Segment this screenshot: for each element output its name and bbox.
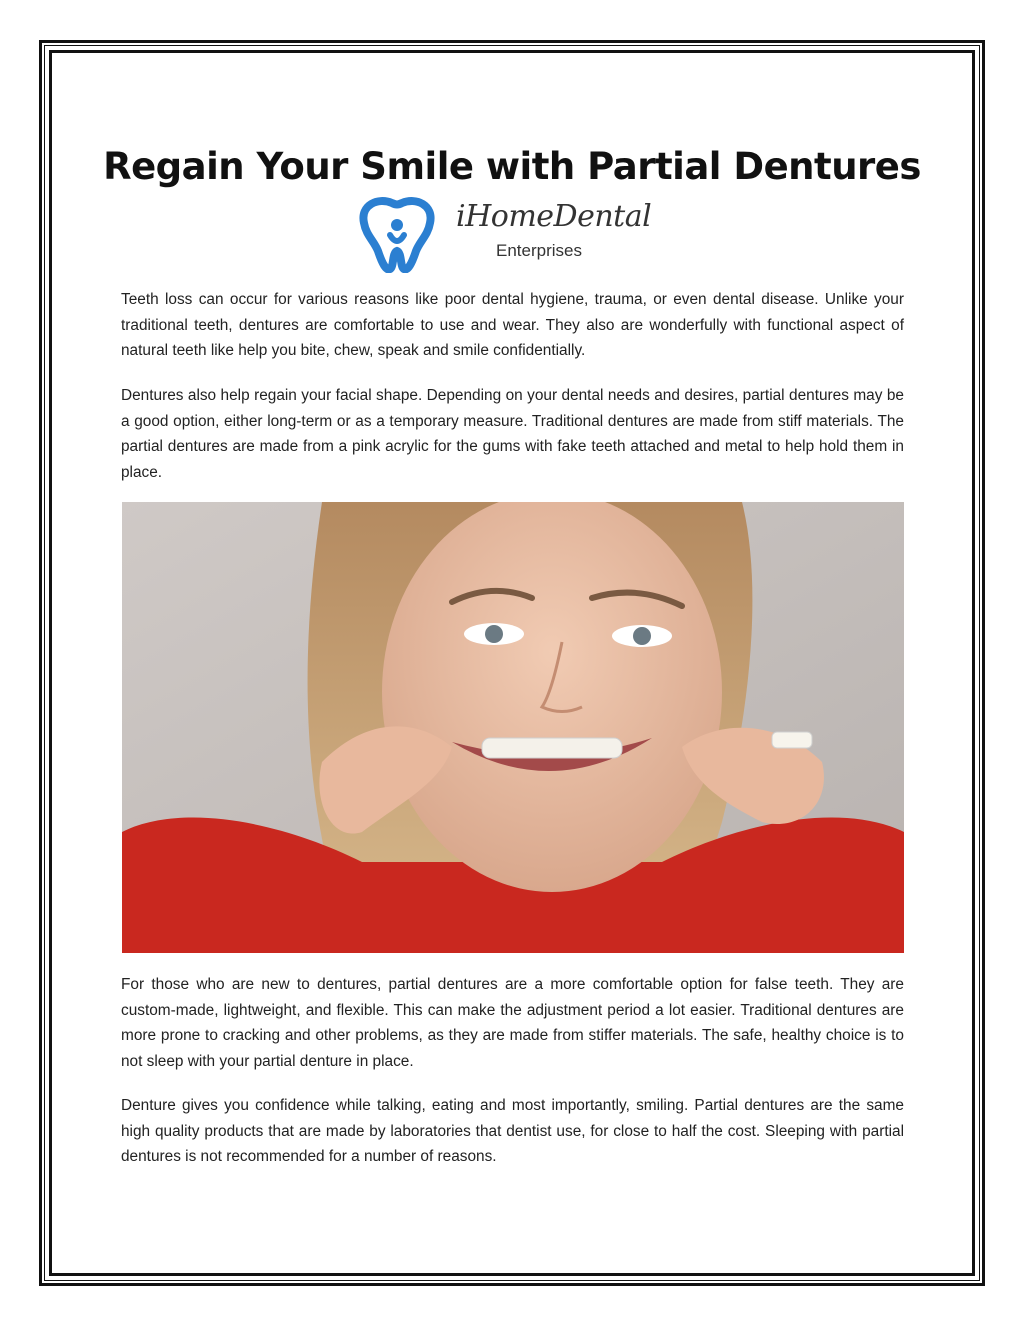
logo-subtitle: Enterprises — [496, 241, 582, 260]
paragraph-1: Teeth loss can occur for various reasons like poor dental hygiene, trauma, or even dental disease. Unlike your traditional teeth, dentures are comfortable to use and wear. They also are wonderfully with functional aspect of natural teeth like help you bite, chew, speak and smile confidentially. — [121, 291, 904, 359]
logo-wordmark: iHomeDental — [456, 199, 652, 234]
tooth-logo-icon — [356, 195, 438, 273]
document-title: Regain Your Smile with Partial Dentures — [103, 144, 921, 188]
paragraph-2: Dentures also help regain your facial shape. Depending on your dental needs and desires, partial dentures may be a good option, either long-term or as a temporary measure. Traditional dentures are made from stiff materials. The partial dentures are made from a pink acrylic for the gums with fake teeth attached and metal to help hold them in place. — [121, 387, 904, 481]
paragraph-4: Denture gives you confidence while talking, eating and most importantly, smiling. Partial dentures are the same high quality products that are made by laboratories that dentist use, for close to half the cost. Sleeping with partial dentures is not recommended for a number of reasons. — [121, 1097, 904, 1165]
company-logo — [356, 195, 656, 275]
paragraph-3: For those who are new to dentures, partial dentures are a more comfortable option for false teeth. They are custom-made, lightweight, and flexible. This can make the adjustment period a lot easier. Traditional dentures are more prone to cracking and other problems, as they are made from stiffer materials. The safe, healthy choice is to not sleep with your partial denture in place. — [121, 976, 904, 1070]
woman-with-dentures-photo — [122, 502, 904, 953]
photo-illustration — [122, 502, 904, 953]
